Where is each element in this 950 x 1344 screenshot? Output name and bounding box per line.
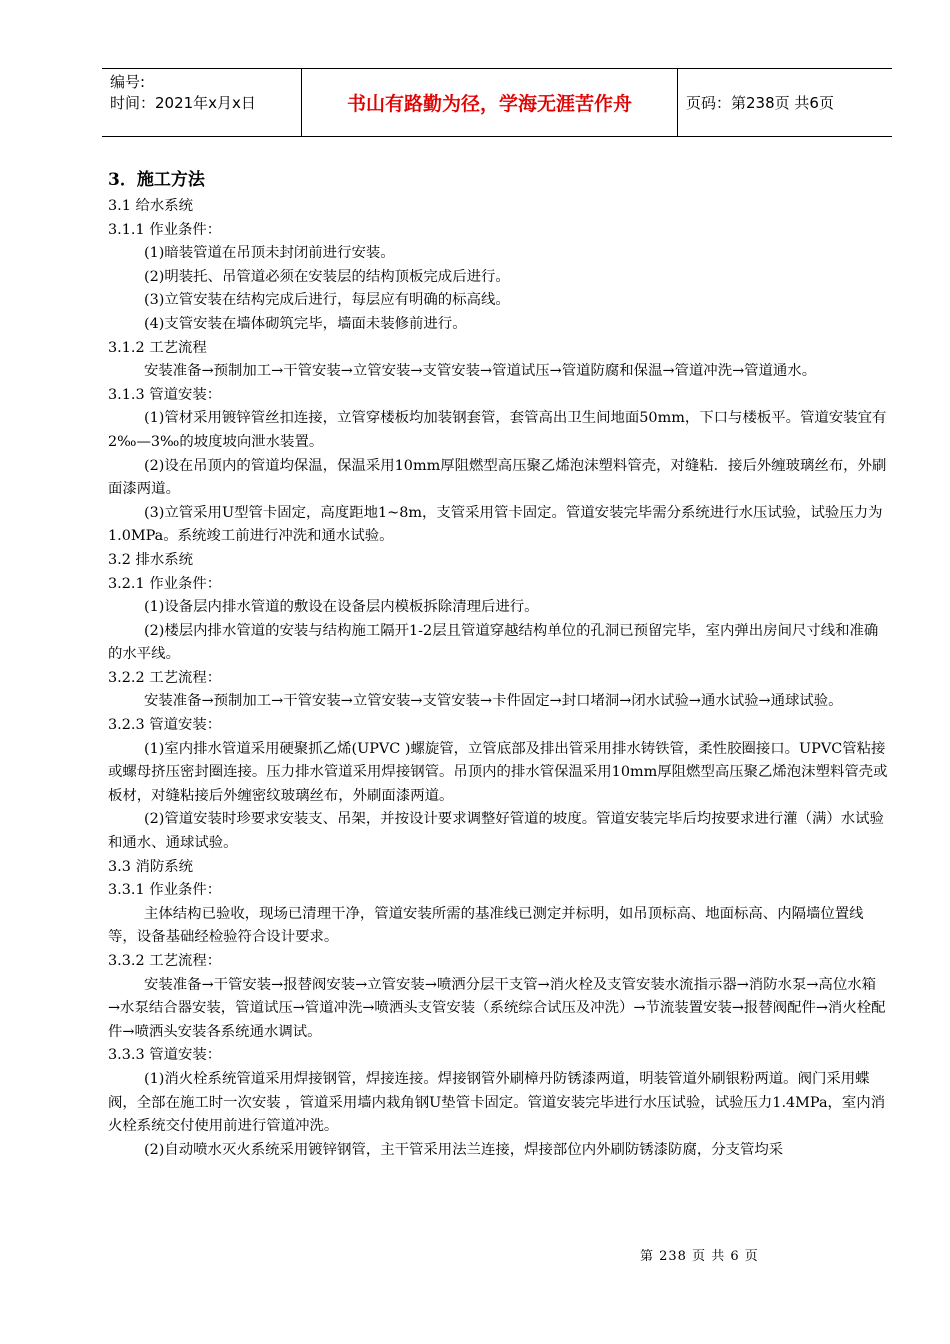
paragraph: (1)消火栓系统管道采用焊接钢管，焊接连接。焊接钢管外刷樟丹防锈漆两道，明装管道外刷银粉两道。阀门采用蝶阀，全部在施工时一次安装 ，管道采用墙内栽角钢U垫管卡固定。管道安装完毕进行水压试验，试验压力1.4MPa，室内消火栓系统交付使用前进行管道冲洗。 [108, 1070, 886, 1135]
paragraph: (3)立管安装在结构完成后进行，每层应有明确的标高线。 [144, 292, 510, 309]
paragraph: (1)暗装管道在吊顶未封闭前进行安装。 [144, 245, 395, 262]
heading-3-1-3: 3.1.3 管道安装： [108, 386, 222, 403]
paragraph: (2)自动喷水灭火系统采用镀锌钢管，主干管采用法兰连接，焊接部位内外刷防锈漆防腐，分支管均采 [144, 1141, 784, 1158]
heading-3-3-1: 3.3.1 作业条件： [108, 882, 222, 899]
heading-3-2-3: 3.2.3 管道安装： [108, 717, 222, 734]
paragraph: (2)楼层内排水管道的安装与结构施工隔开1-2层且管道穿越结构单位的孔洞已预留完毕，室内弹出房间尺寸线和准确的水平线。 [108, 622, 879, 663]
heading-3-1-1: 3.1.1 作业条件： [108, 221, 222, 238]
page-footer: 第 238 页 共 6 页 [640, 1249, 759, 1264]
paragraph: (1)室内排水管道采用硬聚抓乙烯(UPVC )螺旋管，立管底部及排出管采用排水铸铁管，柔性胶圈接口。UPVC管粘接或螺母挤压密封圈连接。压力排水管道采用焊接钢管。吊顶内的排水管保温采用10mm厚阻燃型高压聚乙烯泡沫塑料管壳或板材，对缝粘接后外缠密纹玻璃丝布，外刷面漆两道。 [108, 740, 888, 804]
time-label: 时间：2021年x月x日 [110, 94, 256, 112]
header-motto: 书山有路勤为径，学海无涯苦作舟 [302, 69, 678, 136]
paragraph: (1)设备层内排水管道的敷设在设备层内模板拆除清理后进行。 [144, 599, 539, 616]
section-title: 3．施工方法 [108, 170, 205, 190]
heading-3-2: 3.2 排水系统 [108, 551, 194, 568]
header-page-info: 页码：第238页 共6页 [686, 94, 834, 112]
paragraph: 主体结构已验收，现场已清理干净，管道安装所需的基准线已测定并标明，如吊顶标高、地面标高、内隔墙位置线等，设备基础经检验符合设计要求。 [108, 905, 864, 946]
header-left-cell [102, 69, 302, 136]
heading-3-2-1: 3.2.1 作业条件： [108, 575, 222, 592]
paragraph: 安装准备→预制加工→干管安装→立管安装→支管安装→卡件固定→封口堵洞→闭水试验→通水试验→通球试验。 [144, 693, 843, 710]
paragraph: (1)管材采用镀锌管丝扣连接，立管穿楼板均加装钢套管，套管高出卫生间地面50mm，下口与楼板平。管道安装宜有2‰—3‰的坡度坡向泄水装置。 [108, 410, 887, 450]
paragraph: (3)立管采用U型管卡固定，高度距地1~8m，支管采用管卡固定。管道安装完毕需分系统进行水压试验，试验压力为1.0MPa。系统竣工前进行冲洗和通水试验。 [108, 504, 883, 545]
heading-3-1-2: 3.1.2 工艺流程 [108, 339, 207, 356]
paragraph: (4)支管安装在墙体砌筑完毕，墙面未装修前进行。 [144, 315, 467, 332]
heading-3-3-3: 3.3.3 管道安装： [108, 1047, 222, 1064]
paragraph: (2)管道安装时珍要求安装支、吊架，并按设计要求调整好管道的坡度。管道安装完毕后均按要求进行灌（满）水试验和通水、通球试验。 [108, 811, 884, 852]
heading-3-3-2: 3.3.2 工艺流程： [108, 953, 222, 969]
paragraph: (2)设在吊顶内的管道均保温，保温采用10mm厚阻燃型高压聚乙烯泡沫塑料管壳，对缝粘．接后外缠玻璃丝布，外刷面漆两道。 [108, 457, 887, 498]
heading-3-1: 3.1 给水系统 [108, 198, 194, 214]
document-header [102, 68, 892, 137]
paragraph: 安装准备→预制加工→干管安装→立管安装→支管安装→管道试压→管道防腐和保温→管道冲洗→管道通水。 [144, 363, 817, 380]
paragraph: (2)明装托、吊管道必须在安装层的结构顶板完成后进行。 [144, 268, 510, 285]
code-label: 编号: [110, 73, 146, 91]
document-body [108, 165, 888, 1162]
paragraph: 安装准备→干管安装→报替阀安装→立管安装→喷洒分层干支管→消火栓及支管安装水流指示器→消防水泵→高位水箱→水泵结合器安装，管道试压→管道冲洗→喷洒头支管安装（系统综合试压及冲洗）→节流装置安装→报替阀配件→消火栓配件→喷洒头安装各系统通水调试。 [108, 976, 886, 1040]
heading-3-2-2: 3.2.2 工艺流程： [108, 669, 222, 686]
heading-3-3: 3.3 消防系统 [108, 858, 194, 875]
